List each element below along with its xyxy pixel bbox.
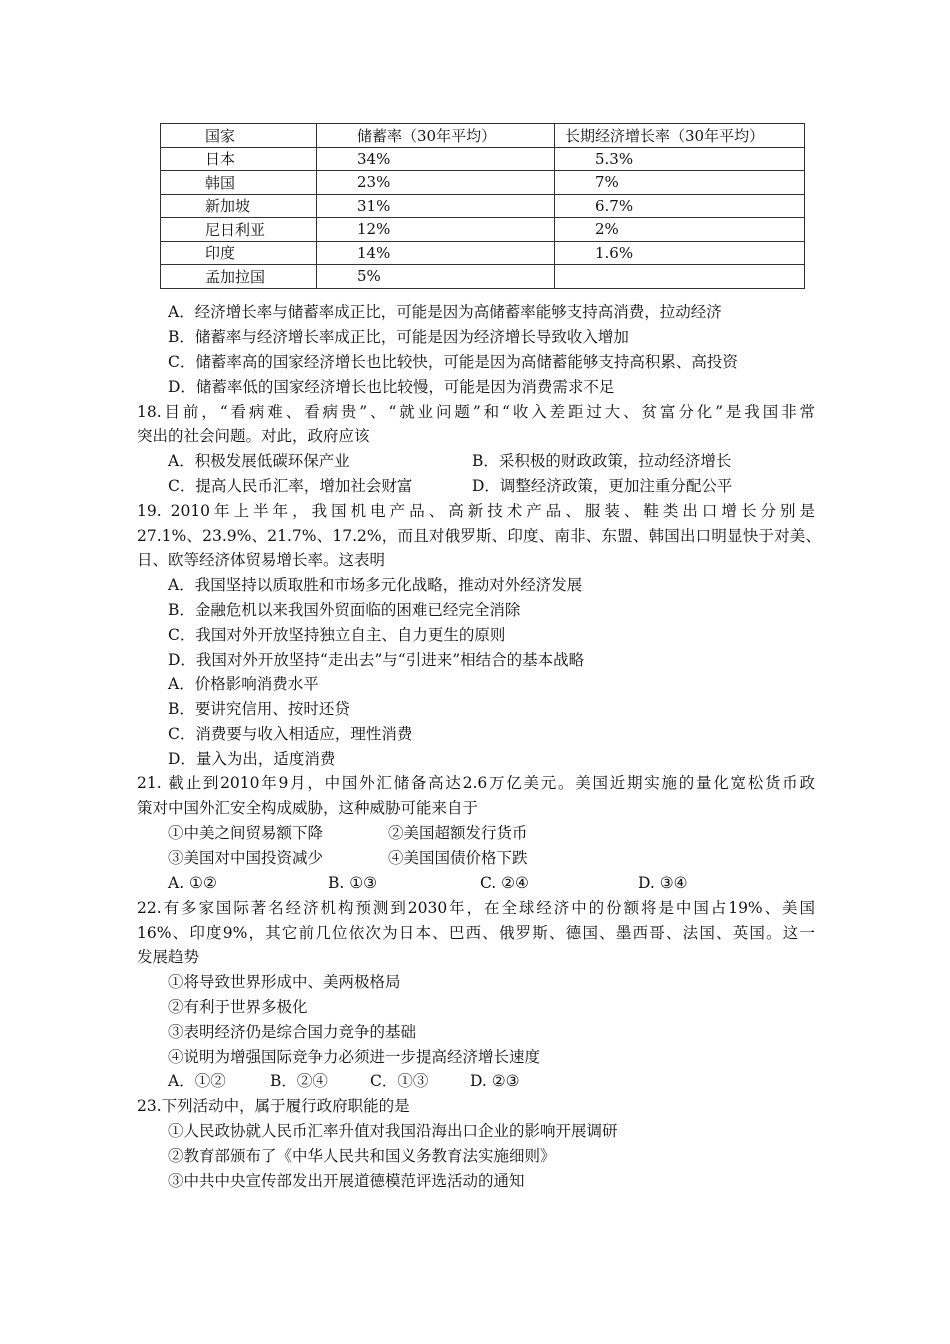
table-cell: 14% — [317, 241, 555, 265]
q19-option-b: B．金融危机以来我国外贸面临的困难已经完全消除 — [168, 601, 521, 619]
table-cell: 尼日利亚 — [161, 218, 317, 242]
table-cell: 12% — [317, 218, 555, 242]
table-cell: 韩国 — [161, 171, 317, 195]
table-cell: 5% — [317, 265, 555, 289]
q20-option-b: B．要讲究信用、按时还贷 — [168, 700, 350, 718]
q20-option-a: A．价格影响消费水平 — [168, 675, 319, 693]
q18-option-d: D．调整经济政策，更加注重分配公平 — [472, 477, 733, 495]
table-cell: 34% — [317, 147, 555, 171]
q23-item-2: ②教育部颁布了《中华人民共和国义务教育法实施细则》 — [168, 1147, 556, 1165]
table-cell: 新加坡 — [161, 194, 317, 218]
table-header-cell: 储蓄率（30年平均） — [317, 124, 555, 148]
q18-option-a: A．积极发展低碳环保产业 — [168, 452, 350, 470]
q21-stem-line2: 策对中国外汇安全构成威胁，这种威胁可能来自于 — [137, 799, 479, 817]
table-cell: 2% — [555, 218, 805, 242]
q18-stem-line1: 18.目前，“看病难、看病贵”、“就业问题”和“收入差距过大、贫富分化”是我国非常 — [137, 403, 815, 421]
table-row — [161, 241, 805, 265]
q20-option-d: D．量入为出，适度消费 — [168, 750, 336, 768]
q22-item-3: ③表明经济仍是综合国力竞争的基础 — [168, 1023, 417, 1041]
table-row — [161, 218, 805, 242]
table-row — [161, 171, 805, 195]
table-cell: 6.7% — [555, 194, 805, 218]
table-header-cell: 长期经济增长率（30年平均） — [555, 124, 805, 148]
q17-option-a: A．经济增长率与储蓄率成正比，可能是因为高储蓄率能够支持高消费，拉动经济 — [168, 303, 722, 321]
table-header-row — [161, 124, 805, 148]
q21-option-c: C. ②④ — [480, 874, 529, 892]
q22-stem-line3: 发展趋势 — [137, 948, 200, 966]
q19-option-c: C．我国对外开放坚持独立自主、自力更生的原则 — [168, 626, 506, 644]
q22-option-a: A．①② — [168, 1072, 226, 1090]
q23-item-3: ③中共中央宣传部发出开展道德模范评选活动的通知 — [168, 1172, 525, 1190]
q21-item-2: ②美国超额发行货币 — [388, 824, 528, 842]
q22-item-4: ④说明为增强国际竞争力必须进一步提高经济增长速度 — [168, 1048, 541, 1066]
q22-option-c: C．①③ — [370, 1072, 429, 1090]
q21-option-b: B. ①③ — [328, 874, 378, 892]
table-cell: 1.6% — [555, 241, 805, 265]
table-cell: 7% — [555, 171, 805, 195]
savings-growth-table — [160, 123, 805, 289]
q21-option-d: D. ③④ — [638, 874, 688, 892]
q22-option-d: D. ②③ — [470, 1072, 520, 1090]
table-row — [161, 194, 805, 218]
table-cell — [555, 265, 805, 289]
q19-option-d: D．我国对外开放坚持“走出去”与“引进来”相结合的基本战略 — [168, 651, 585, 669]
table-cell: 31% — [317, 194, 555, 218]
table-cell: 5.3% — [555, 147, 805, 171]
q22-option-b: B．②④ — [270, 1072, 328, 1090]
q19-stem-line3: 日、欧等经济体贸易增长率。这表明 — [137, 551, 386, 569]
q18-option-b: B．采积极的财政政策，拉动经济增长 — [472, 452, 732, 470]
table-cell: 印度 — [161, 241, 317, 265]
q20-option-c: C．消费要与收入相适应，理性消费 — [168, 725, 413, 743]
q21-item-4: ④美国国债价格下跌 — [388, 849, 528, 867]
table-row — [161, 147, 805, 171]
q21-item-1: ①中美之间贸易额下降 — [168, 824, 324, 842]
q22-stem-line2: 16%、印度9%，其它前几位依次为日本、巴西、俄罗斯、德国、墨西哥、法国、英国。这一 — [137, 924, 815, 942]
q21-stem-line1: 21. 截止到2010年9月，中国外汇储备高达2.6万亿美元。美国近期实施的量化宽松货币政 — [137, 774, 815, 792]
q18-option-c: C．提高人民币汇率，增加社会财富 — [168, 477, 413, 495]
q19-stem-line2: 27.1%、23.9%、21.7%、17.2%，而且对俄罗斯、印度、南非、东盟、韩国出口明显快于对美、 — [137, 527, 821, 545]
table-cell: 日本 — [161, 147, 317, 171]
q17-option-d: D．储蓄率低的国家经济增长也比较慢，可能是因为消费需求不足 — [168, 378, 615, 396]
q21-item-3: ③美国对中国投资减少 — [168, 849, 324, 867]
q22-stem-line1: 22.有多家国际著名经济机构预测到2030年，在全球经济中的份额将是中国占19%、美国 — [137, 899, 815, 917]
q22-item-2: ②有利于世界多极化 — [168, 998, 308, 1016]
table-cell: 孟加拉国 — [161, 265, 317, 289]
q17-option-c: C．储蓄率高的国家经济增长也比较快，可能是因为高储蓄能够支持高积累、高投资 — [168, 353, 738, 371]
table-header-cell: 国家 — [161, 124, 317, 148]
q23-item-1: ①人民政协就人民币汇率升值对我国沿海出口企业的影响开展调研 — [168, 1122, 618, 1140]
q19-option-a: A．我国坚持以质取胜和市场多元化战略，推动对外经济发展 — [168, 576, 583, 594]
table-cell: 23% — [317, 171, 555, 195]
q23-stem: 23.下列活动中，属于履行政府职能的是 — [137, 1097, 410, 1115]
q22-item-1: ①将导致世界形成中、美两极格局 — [168, 973, 401, 991]
q18-stem-line2: 突出的社会问题。对此，政府应该 — [137, 427, 370, 445]
table-row — [161, 265, 805, 289]
q19-stem-line1: 19. 2010年上半年，我国机电产品、高新技术产品、服装、鞋类出口增长分别是 — [137, 502, 815, 520]
q17-option-b: B．储蓄率与经济增长率成正比，可能是因为经济增长导致收入增加 — [168, 328, 629, 346]
q21-option-a: A. ①② — [168, 874, 217, 892]
